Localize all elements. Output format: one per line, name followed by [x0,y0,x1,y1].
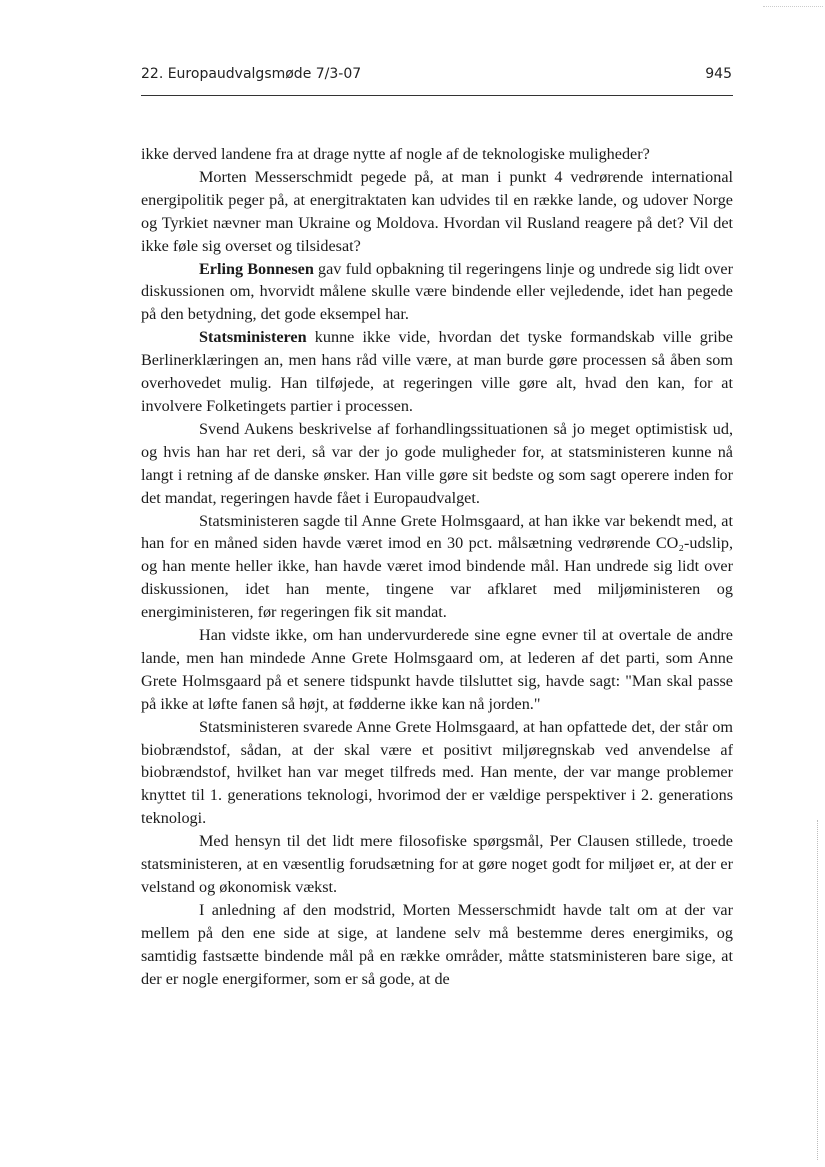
page-header [141,62,732,92]
paragraph [141,716,733,831]
header-title: 22. Europaudvalgsmøde 7/3-07 [141,66,362,82]
paragraph [141,166,733,258]
paragraph [141,258,733,327]
scan-edge-dots [817,820,819,1160]
paragraph [141,624,733,716]
paragraph [141,418,733,510]
paragraph-text: gav fuld opbakning til regeringens linje og undrede sig lidt over diskussionen om, hvorvidt målene skulle være bindende eller vejledende, idet han pegede på den betydning, det gode eksempel har. [141,259,733,324]
paragraph [141,899,733,991]
paragraph-text: Statsministeren svarede Anne Grete Holmsgaard, at han opfattede det, der står om biobrændstof, sådan, at der skal være et positivt miljøregnskab ved anvendelse af biobrændstof, hvilket han var meget tilfreds med. Han mente, der var mange problemer knyttet til 1. generations teknologi, hvorimod der er vældige perspektiver i 2. generations teknologi. [141,717,733,828]
paragraph-text: Han vidste ikke, om han undervurderede sine egne evner til at overtale de andre lande, men han mindede Anne Grete Holmsgaard om, at lederen af det parti, som Anne Grete Holmsgaard på et senere tidspunkt havde tilsluttet sig, havde sagt: "Man skal passe på ikke at løfte fanen så højt, at fødderne ikke kan nå jorden." [141,626,733,713]
speaker-name: Statsministeren [199,328,307,347]
paragraph [141,326,733,418]
paragraph-text: ikke derved landene fra at drage nytte af nogle af de teknologiske muligheder? [141,145,650,163]
paragraph-text: I anledning af den modstrid, Morten Messerschmidt havde talt om at der var mellem på den ene side at sige, at landene selv må bestemme deres energimiks, og samtidig fastsætte bindende mål på en række områder, måtte statsministeren bare sige, at der er nogle energiformer, som er så gode, at de [141,900,733,988]
paragraph-text: Statsministeren sagde til Anne Grete Holmsgaard, at han ikke var bekendt med, at han for en måned siden havde været imod en 30 pct. målsætning vedrørende CO₂-udslip, og han mente heller ikke, han havde været imod bindende mål. Han undrede sig lidt over diskussionen, idet han mente, tingene var afklaret med miljøministeren og energiministeren, før regeringen fik sit mandat. [141,511,733,622]
header-rule [141,95,733,96]
paragraph [141,830,733,899]
paragraph-text: kunne ikke vide, hvordan det tyske formandskab ville gribe Berlinerklæringen an, men hans råd ville være, at man burde gøre processen så åben som overhovedet mulig. Han tilføjede, at regeringen ville gøre alt, hvad den kan, for at involvere Folketingets partier i processen. [141,328,733,415]
page-number: 945 [705,66,732,82]
paragraph [141,143,733,166]
paragraph-text: Med hensyn til det lidt mere filosofiske spørgsmål, Per Clausen stillede, troede statsministeren, at en væsentlig forudsætning for at gøre noget godt for miljøet er, at der er velstand og økonomisk vækst. [141,832,733,896]
paragraph [141,510,733,625]
paragraph-text: Morten Messerschmidt pegede på, at man i punkt 4 vedrørende international energipolitik peger på, at energitraktaten kan udvides til en række lande, og udover Norge og Tyrkiet nævner man Ukraine og Moldova. Hvordan vil Rusland reagere på det? Vil det ikke føle sig overset og tilsidesat? [141,167,733,255]
speaker-name: Erling Bonnesen [199,259,314,278]
body-text [141,143,733,991]
paragraph-text: Svend Aukens beskrivelse af forhandlingssituationen så jo meget optimistisk ud, og hvis han har ret deri, så var der jo gode muligheder for, at statsministeren kunne nå langt i retning af de danske ønsker. Han ville gøre sit bedste og som sagt operere inden for det mandat, regeringen havde fået i Europaudvalget. [141,419,733,507]
scan-corner-mark [763,0,823,7]
